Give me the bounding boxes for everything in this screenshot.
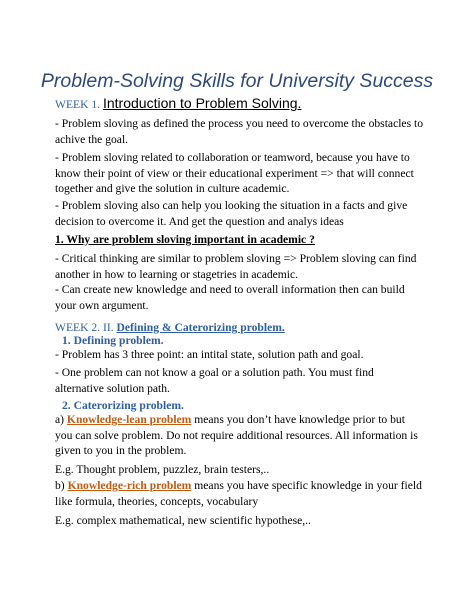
knowledge-lean-term: Knowledge-lean problem [66,413,192,426]
knowledge-rich-paragraph [55,478,425,509]
item-b-prefix: b) [55,479,65,492]
categorizing-heading: 2. Caterorizing problem. [62,399,184,412]
knowledge-lean-example: E.g. Thought problem, puzzlez, brain testers,.. [55,463,270,476]
week1-item-3: - Problem sloving also can help you looking the situation in a facts and give decision to overcome it. And get the question and analys ideas [55,199,408,228]
item-a-prefix: a) [55,413,65,426]
knowledge-lean-text: means you don’t have knowledge prior to but you can solve problem. Do not require additional resources. All information is given to you in the problem. [55,413,418,458]
document-title: Problem-Solving Skills for University Success [40,70,434,92]
knowledge-rich-text: means you have specific knowledge in your field like formula, theories, concepts, vocabulary [55,479,422,508]
knowledge-lean-paragraph [55,412,425,459]
week1-prefix: WEEK 1. [55,98,101,111]
defining-item-2: - One problem can not know a goal or a solution path. You must find alternative solution path. [55,366,374,395]
week2-title: Defining & Caterorizing problem. [116,321,285,334]
week1-title: Introduction to Problem Solving. [102,95,302,111]
knowledge-rich-term: Knowledge-rich problem [67,479,192,492]
question-item-1: - Critical thinking are similar to problem sloving => Problem sloving can find another in how to learning or stagetries in academic. [55,252,417,281]
week1-item-1: - Problem sloving as defined the process you need to overcome the obstacles to achive the goal. [55,117,424,146]
week2-prefix: WEEK 2. II. [55,321,114,334]
defining-item-1: - Problem has 3 three point: an intital state, solution path and goal. [55,348,364,361]
question-heading: 1. Why are problem sloving important in academic ? [55,233,315,246]
week1-heading [55,96,425,113]
question-item-2: - Can create new knowledge and need to overall information then can build your own argument. [55,283,405,312]
defining-heading: 1. Defining problem. [62,334,164,347]
week1-item-2: - Problem sloving related to collaboration or teamword, because you have to know their point of view or their educational experiment => that will connect together and give the solution in culture academic. [55,151,414,196]
knowledge-rich-example: E.g. complex mathematical, new scientific hypothese,.. [55,514,311,527]
